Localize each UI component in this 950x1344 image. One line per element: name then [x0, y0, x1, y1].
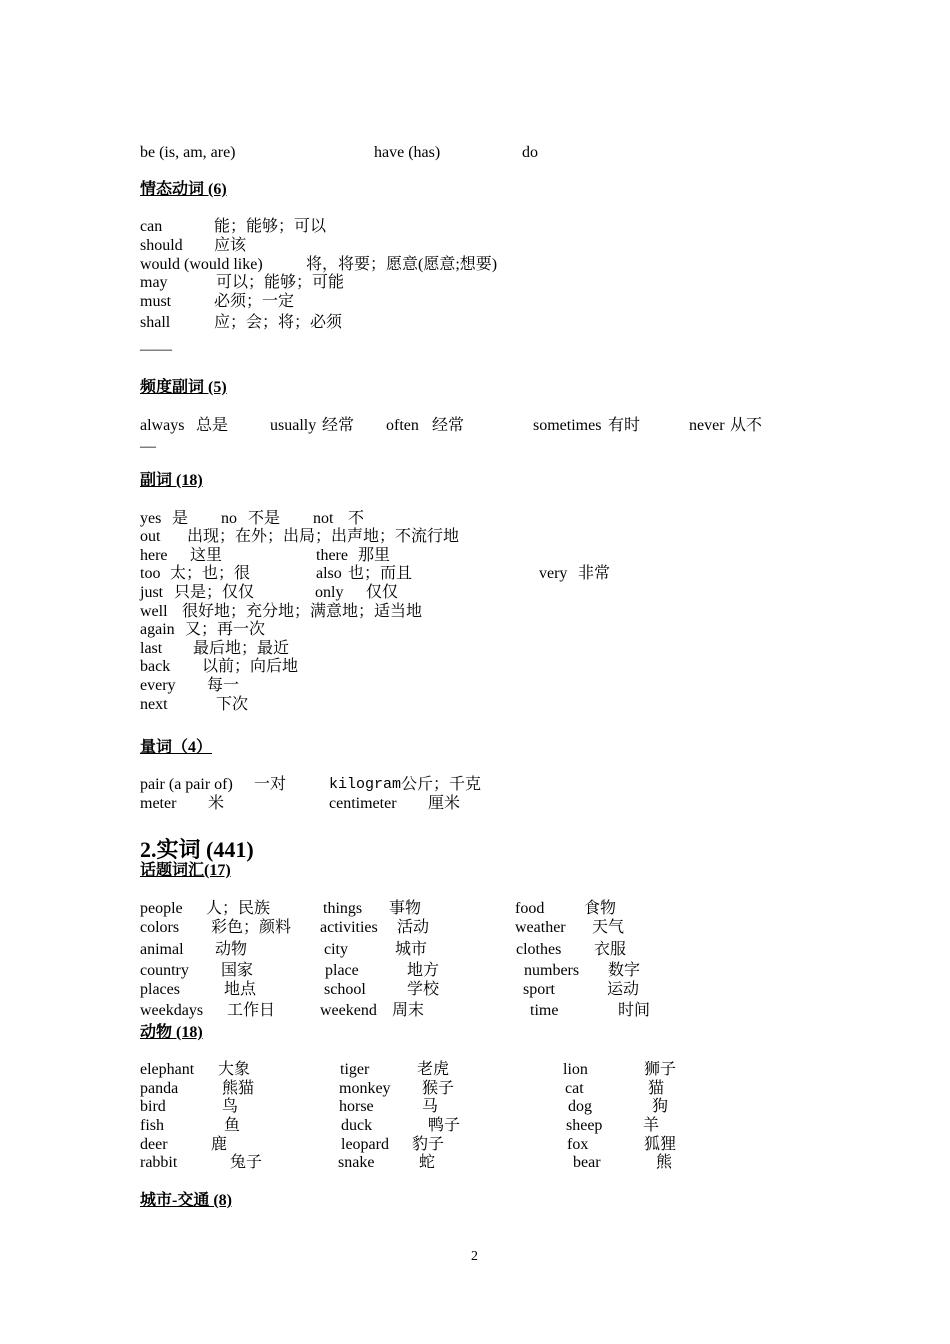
verb-do: do [522, 144, 538, 161]
topic-zh: 周末 [392, 1002, 425, 1019]
modal-zh: 可以；能够；可能 [216, 274, 345, 291]
modal-dash: —— [140, 341, 172, 358]
verb-be: be (is, am, are) [140, 144, 236, 161]
topic-zh: 工作日 [227, 1002, 276, 1019]
animal-zh: 老虎 [417, 1061, 450, 1078]
freq-zh: 经常 [322, 417, 355, 434]
measure-heading: 量词（4） [140, 739, 213, 756]
measure-zh: 一对 [254, 776, 287, 793]
animal-en: cat [565, 1080, 584, 1097]
freq-heading: 频度副词 (5) [140, 379, 227, 396]
animal-en: leopard [341, 1136, 389, 1153]
topic-en: colors [140, 919, 180, 936]
freq-en: never [689, 417, 725, 434]
topic-zh: 地方 [407, 962, 440, 979]
adv-zh: 那里 [358, 547, 391, 564]
animal-en: panda [140, 1080, 179, 1097]
animal-zh: 兔子 [230, 1154, 263, 1171]
topic-zh: 食物 [584, 900, 617, 917]
animal-en: fox [567, 1136, 589, 1153]
animal-en: elephant [140, 1061, 195, 1078]
topic-en: activities [320, 919, 378, 936]
adv-zh: 太；也；很 [170, 565, 251, 582]
adv-en: next [140, 696, 168, 713]
verb-have: have (has) [374, 144, 441, 161]
measure-zh: 厘米 [428, 795, 461, 812]
adv-en: there [316, 547, 348, 564]
freq-zh: 经常 [432, 417, 465, 434]
topic-zh: 运动 [607, 981, 640, 998]
freq-zh: 有时 [608, 417, 641, 434]
animal-en: fish [140, 1117, 164, 1134]
adv-en: yes [140, 510, 162, 527]
page-number: 2 [471, 1249, 478, 1264]
adv-en: just [140, 584, 164, 601]
adv-en: not [313, 510, 334, 527]
animal-en: bear [573, 1154, 601, 1171]
freq-en: often [386, 417, 419, 434]
modal-en: shall [140, 314, 171, 331]
animal-zh: 狐狸 [644, 1136, 677, 1153]
topic-en: people [140, 900, 183, 917]
animal-en: snake [338, 1154, 375, 1171]
topic-en: places [140, 981, 180, 998]
adv-en: no [221, 510, 237, 527]
modal-zh: 应；会；将；必须 [214, 314, 343, 331]
adv-zh: 非常 [578, 565, 611, 582]
topic-zh: 衣服 [594, 941, 627, 958]
freq-en: always [140, 417, 185, 434]
adv-en: out [140, 528, 161, 545]
topic-en: city [324, 941, 348, 958]
topic-heading: 话题词汇(17) [140, 862, 231, 879]
animal-en: duck [341, 1117, 373, 1134]
topic-zh: 动物 [215, 941, 248, 958]
animal-zh: 豹子 [412, 1136, 445, 1153]
measure-en: pair (a pair of) [140, 776, 233, 793]
topic-en: sport [523, 981, 555, 998]
freq-zh: 从不 [730, 417, 763, 434]
adv-en: also [316, 565, 342, 582]
modal-en: must [140, 293, 172, 310]
animal-en: horse [339, 1098, 374, 1115]
freq-dash: — [140, 438, 156, 455]
adv-zh: 每一 [207, 677, 240, 694]
adv-zh: 不 [348, 510, 365, 527]
topic-en: food [515, 900, 545, 917]
adv-en: back [140, 658, 171, 675]
topic-zh: 城市 [395, 941, 428, 958]
adv-en: too [140, 565, 161, 582]
topic-zh: 时间 [618, 1002, 651, 1019]
adv-zh: 这里 [190, 547, 223, 564]
adv-en: again [140, 621, 175, 638]
animals-heading: 动物 (18) [140, 1024, 203, 1041]
adv-en: every [140, 677, 176, 694]
topic-zh: 国家 [221, 962, 254, 979]
animal-zh: 猫 [648, 1080, 665, 1097]
adv-zh: 只是；仅仅 [174, 584, 255, 601]
adv-zh: 以前；向后地 [202, 658, 299, 675]
topic-zh: 事物 [389, 900, 422, 917]
topic-en: country [140, 962, 189, 979]
adv-zh: 不是 [248, 510, 281, 527]
adv-zh: 最后地；最近 [193, 640, 290, 657]
animal-zh: 鸟 [222, 1098, 239, 1115]
adv-zh: 出现；在外；出局；出声地；不流行地 [187, 528, 460, 545]
topic-en: place [325, 962, 359, 979]
topic-en: weekend [320, 1002, 377, 1019]
topic-en: clothes [516, 941, 562, 958]
topic-en: numbers [524, 962, 580, 979]
animal-en: lion [563, 1061, 588, 1078]
modal-en: can [140, 218, 163, 235]
freq-en: usually [270, 417, 317, 434]
animal-zh: 马 [422, 1098, 439, 1115]
animal-zh: 熊 [656, 1154, 673, 1171]
topic-zh: 人；民族 [206, 900, 271, 917]
topic-zh: 彩色；颜料 [211, 919, 292, 936]
topic-zh: 学校 [407, 981, 440, 998]
topic-en: school [324, 981, 366, 998]
adv-zh: 也；而且 [348, 565, 413, 582]
animal-en: sheep [566, 1117, 603, 1134]
animal-zh: 狮子 [644, 1061, 677, 1078]
adv-en: last [140, 640, 163, 657]
content-words-heading: 2.实词 (441) [140, 837, 254, 862]
animal-zh: 羊 [643, 1117, 660, 1134]
measure-zh: 米 [208, 795, 225, 812]
animal-en: rabbit [140, 1154, 178, 1171]
adv-en: only [315, 584, 344, 601]
topic-en: weekdays [140, 1002, 204, 1019]
freq-en: sometimes [533, 417, 602, 434]
topic-zh: 地点 [224, 981, 257, 998]
topic-en: weather [515, 919, 566, 936]
animal-en: dog [568, 1098, 592, 1115]
animal-en: tiger [340, 1061, 370, 1078]
animal-zh: 鱼 [224, 1117, 241, 1134]
adv-zh: 是 [172, 510, 189, 527]
measure-en: centimeter [329, 795, 397, 812]
modal-zh: 将，将要；愿意(愿意;想要) [306, 256, 498, 273]
adv-en: very [539, 565, 568, 582]
topic-zh: 天气 [592, 919, 625, 936]
animal-zh: 鹿 [211, 1136, 228, 1153]
animal-zh: 鸭子 [428, 1117, 461, 1134]
animal-zh: 狗 [652, 1098, 669, 1115]
modal-en: should [140, 237, 183, 254]
modal-en: would (would like) [140, 256, 263, 273]
animal-en: monkey [339, 1080, 391, 1097]
modal-heading: 情态动词 (6) [140, 181, 227, 198]
animal-en: bird [140, 1098, 166, 1115]
city-heading: 城市-交通 (8) [140, 1192, 232, 1209]
animal-zh: 熊猫 [222, 1080, 255, 1097]
adv-zh: 下次 [216, 696, 249, 713]
animal-zh: 大象 [218, 1061, 251, 1078]
animal-zh: 蛇 [419, 1154, 436, 1171]
modal-en: may [140, 274, 168, 291]
animal-zh: 猴子 [422, 1080, 455, 1097]
adv-en: here [140, 547, 168, 564]
freq-zh: 总是 [196, 417, 229, 434]
adv-zh: 很好地；充分地；满意地；适当地 [182, 603, 423, 620]
modal-zh: 能；能够；可以 [214, 218, 327, 235]
topic-en: time [530, 1002, 559, 1019]
measure-en: kilogram [329, 776, 402, 793]
adv-zh: 又；再一次 [185, 621, 266, 638]
adv-heading: 副词 (18) [140, 472, 203, 489]
animal-en: deer [140, 1136, 168, 1153]
topic-zh: 活动 [397, 919, 430, 936]
modal-zh: 应该 [214, 237, 247, 254]
topic-en: things [323, 900, 363, 917]
topic-en: animal [140, 941, 184, 958]
adv-en: well [140, 603, 168, 620]
measure-en: meter [140, 795, 177, 812]
measure-zh: 公斤；千克 [401, 776, 482, 793]
modal-zh: 必须；一定 [214, 293, 295, 310]
topic-zh: 数字 [608, 962, 641, 979]
adv-zh: 仅仅 [366, 584, 399, 601]
